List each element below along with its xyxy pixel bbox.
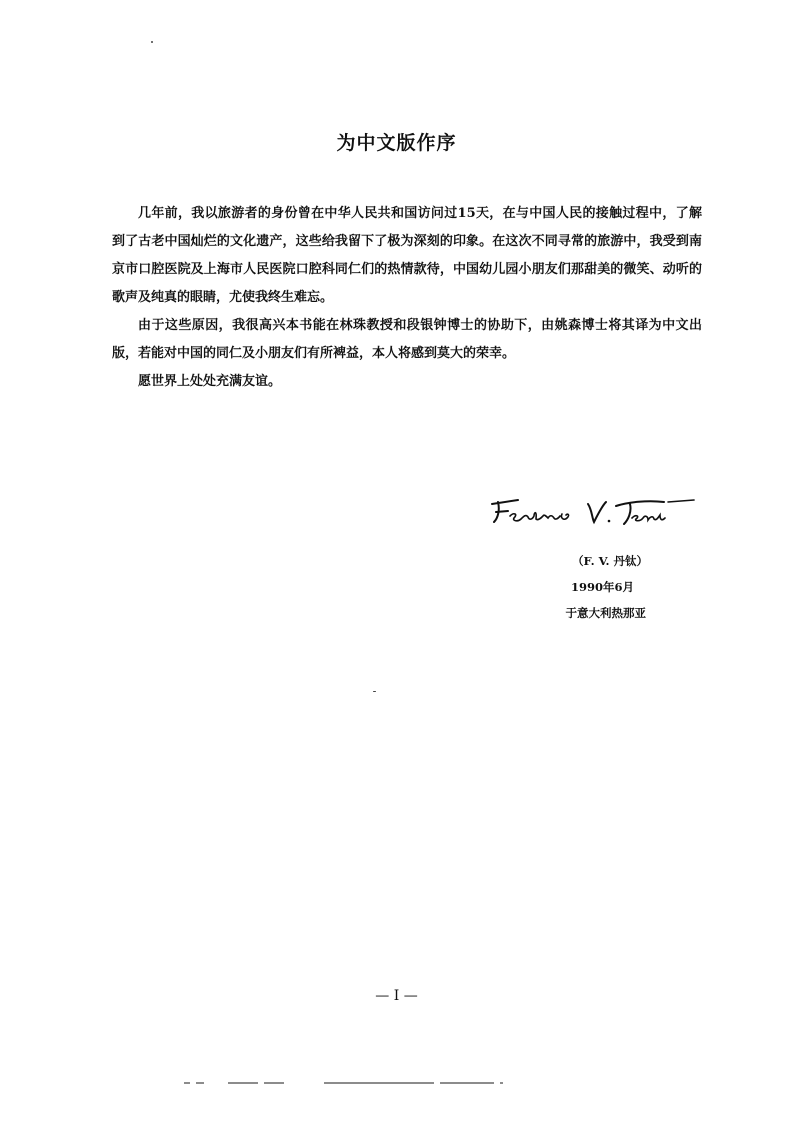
paragraph: 由于这些原因，我很高兴本书能在林珠教授和段银钟博士的协助下，由姚森博士将其译为中文出版，若能对中国的同仁及小朋友们有所裨益，本人将感到莫大的荣幸。 bbox=[112, 318, 702, 361]
handwritten-signature bbox=[488, 490, 698, 540]
scan-artifact bbox=[184, 1080, 504, 1086]
signer-name: （F. V. 丹钛） bbox=[572, 554, 648, 568]
signature-block bbox=[520, 548, 680, 626]
page-number: — I — bbox=[375, 988, 418, 1004]
signed-place: 于意大利热那亚 bbox=[565, 606, 646, 620]
preface-body bbox=[112, 200, 702, 396]
page-title: 为中文版作序 bbox=[336, 132, 457, 154]
paragraph: 几年前，我以旅游者的身份曾在中华人民共和国访问过15天，在与中国人民的接触过程中，了解到了古老中国灿烂的文化遗产，这些给我留下了极为深刻的印象。在这次不同寻常的旅游中，我受到南京市口腔医院及上海市人民医院口腔科同仁们的热情款待，中国幼儿园小朋友们那甜美的微笑、动听的歌声及纯真的眼睛，尤使我终生难忘。 bbox=[112, 206, 702, 305]
signed-date: 1990年6月 bbox=[570, 580, 634, 594]
paragraph: 愿世界上处处充满友谊。 bbox=[138, 374, 282, 389]
scan-speck bbox=[151, 41, 153, 43]
scan-speck bbox=[373, 691, 376, 692]
